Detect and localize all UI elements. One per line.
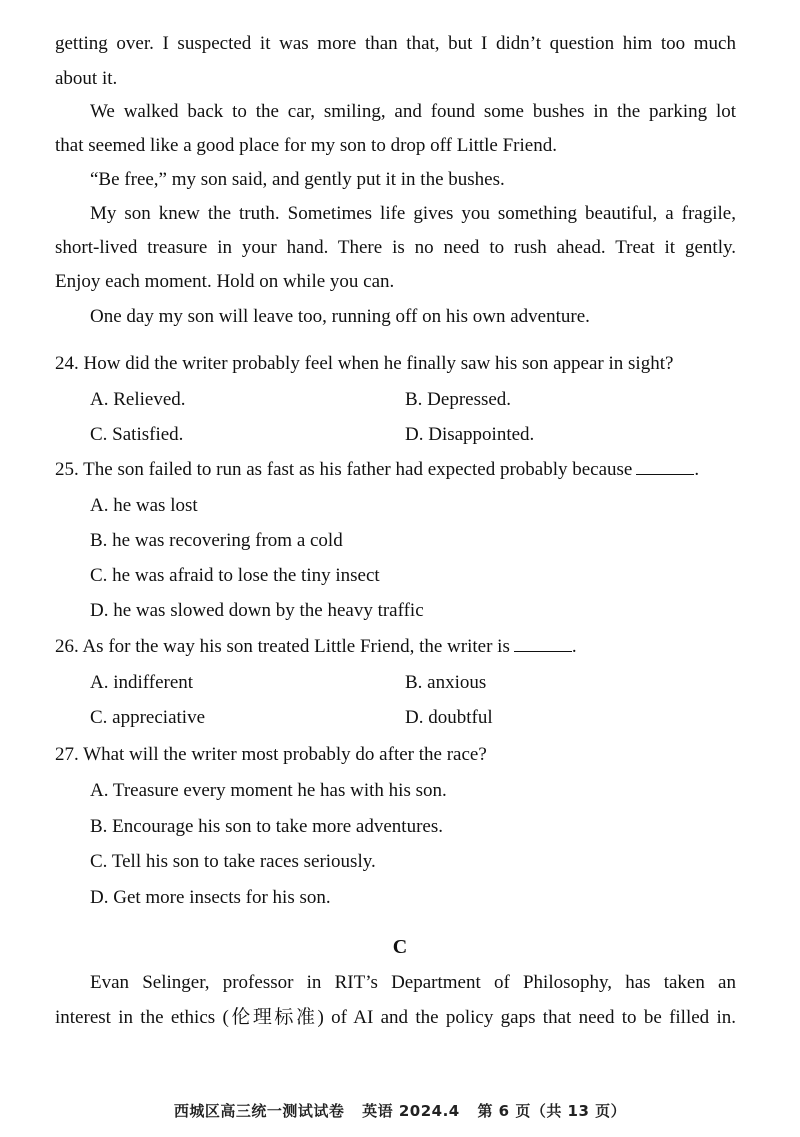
passage-line: We walked back to the car, smiling, and found some bushes in the parking lot xyxy=(90,101,736,122)
passage-line: One day my son will leave too, running off on his own adventure. xyxy=(90,306,590,327)
passage-line: interest in the ethics (伦理标准) of AI and the policy gaps that need to be filled in. xyxy=(55,1007,736,1028)
footer-subject: 英语 2024.4 xyxy=(362,1102,460,1120)
option-c: C. Tell his son to take races seriously. xyxy=(90,851,376,872)
question-stem-row xyxy=(55,458,699,482)
option-a: A. he was lost xyxy=(90,495,198,516)
option-c: C. appreciative xyxy=(90,707,206,728)
stem-end: . xyxy=(694,459,700,480)
question-stem: 24. How did the writer probably feel when he finally saw his son appear in sight? xyxy=(55,353,674,374)
question-stem: 27. What will the writer most probably do after the race? xyxy=(55,744,487,765)
answer-blank xyxy=(514,635,572,652)
question-stem-row xyxy=(55,635,577,659)
passage-line: My son knew the truth. Sometimes life gives you something beautiful, a fragile, xyxy=(90,203,736,224)
option-b: B. Depressed. xyxy=(405,389,512,410)
footer-exam-title: 西城区高三统一测试试卷 xyxy=(173,1102,345,1120)
passage-line: Enjoy each moment. Hold on while you can. xyxy=(55,271,395,292)
option-d: D. Get more insects for his son. xyxy=(90,887,331,908)
passage-line: about it. xyxy=(55,68,118,89)
question-stem: 26. As for the way his son treated Little Friend, the writer is xyxy=(55,636,510,657)
option-d: D. he was slowed down by the heavy traffic xyxy=(90,600,424,621)
passage-line: “Be free,” my son said, and gently put it in the bushes. xyxy=(90,169,505,190)
footer-page-number: 第 6 页（共 13 页） xyxy=(477,1102,627,1120)
option-c: C. Satisfied. xyxy=(90,424,184,445)
question-stem: 25. The son failed to run as fast as his father had expected probably because xyxy=(55,459,633,480)
option-b: B. anxious xyxy=(405,672,487,693)
answer-blank xyxy=(636,458,694,475)
option-a: A. indifferent xyxy=(90,672,194,693)
option-d: D. Disappointed. xyxy=(405,424,535,445)
option-d: D. doubtful xyxy=(405,707,493,728)
stem-end: . xyxy=(571,636,577,657)
option-b: B. he was recovering from a cold xyxy=(90,530,343,551)
option-c: C. he was afraid to lose the tiny insect xyxy=(90,565,380,586)
passage-line: that seemed like a good place for my son to drop off Little Friend. xyxy=(55,135,557,156)
page-footer xyxy=(0,1100,800,1121)
option-a: A. Treasure every moment he has with his son. xyxy=(90,780,447,801)
option-a: A. Relieved. xyxy=(90,389,186,410)
option-b: B. Encourage his son to take more adventures. xyxy=(90,816,443,837)
passage-line: short-lived treasure in your hand. There is no need to rush ahead. Treat it gently. xyxy=(55,237,736,258)
passage-line: getting over. I suspected it was more than that, but I didn’t question him too much xyxy=(55,33,736,54)
passage-line: Evan Selinger, professor in RIT’s Department of Philosophy, has taken an xyxy=(90,972,736,993)
section-heading: C xyxy=(392,936,408,958)
